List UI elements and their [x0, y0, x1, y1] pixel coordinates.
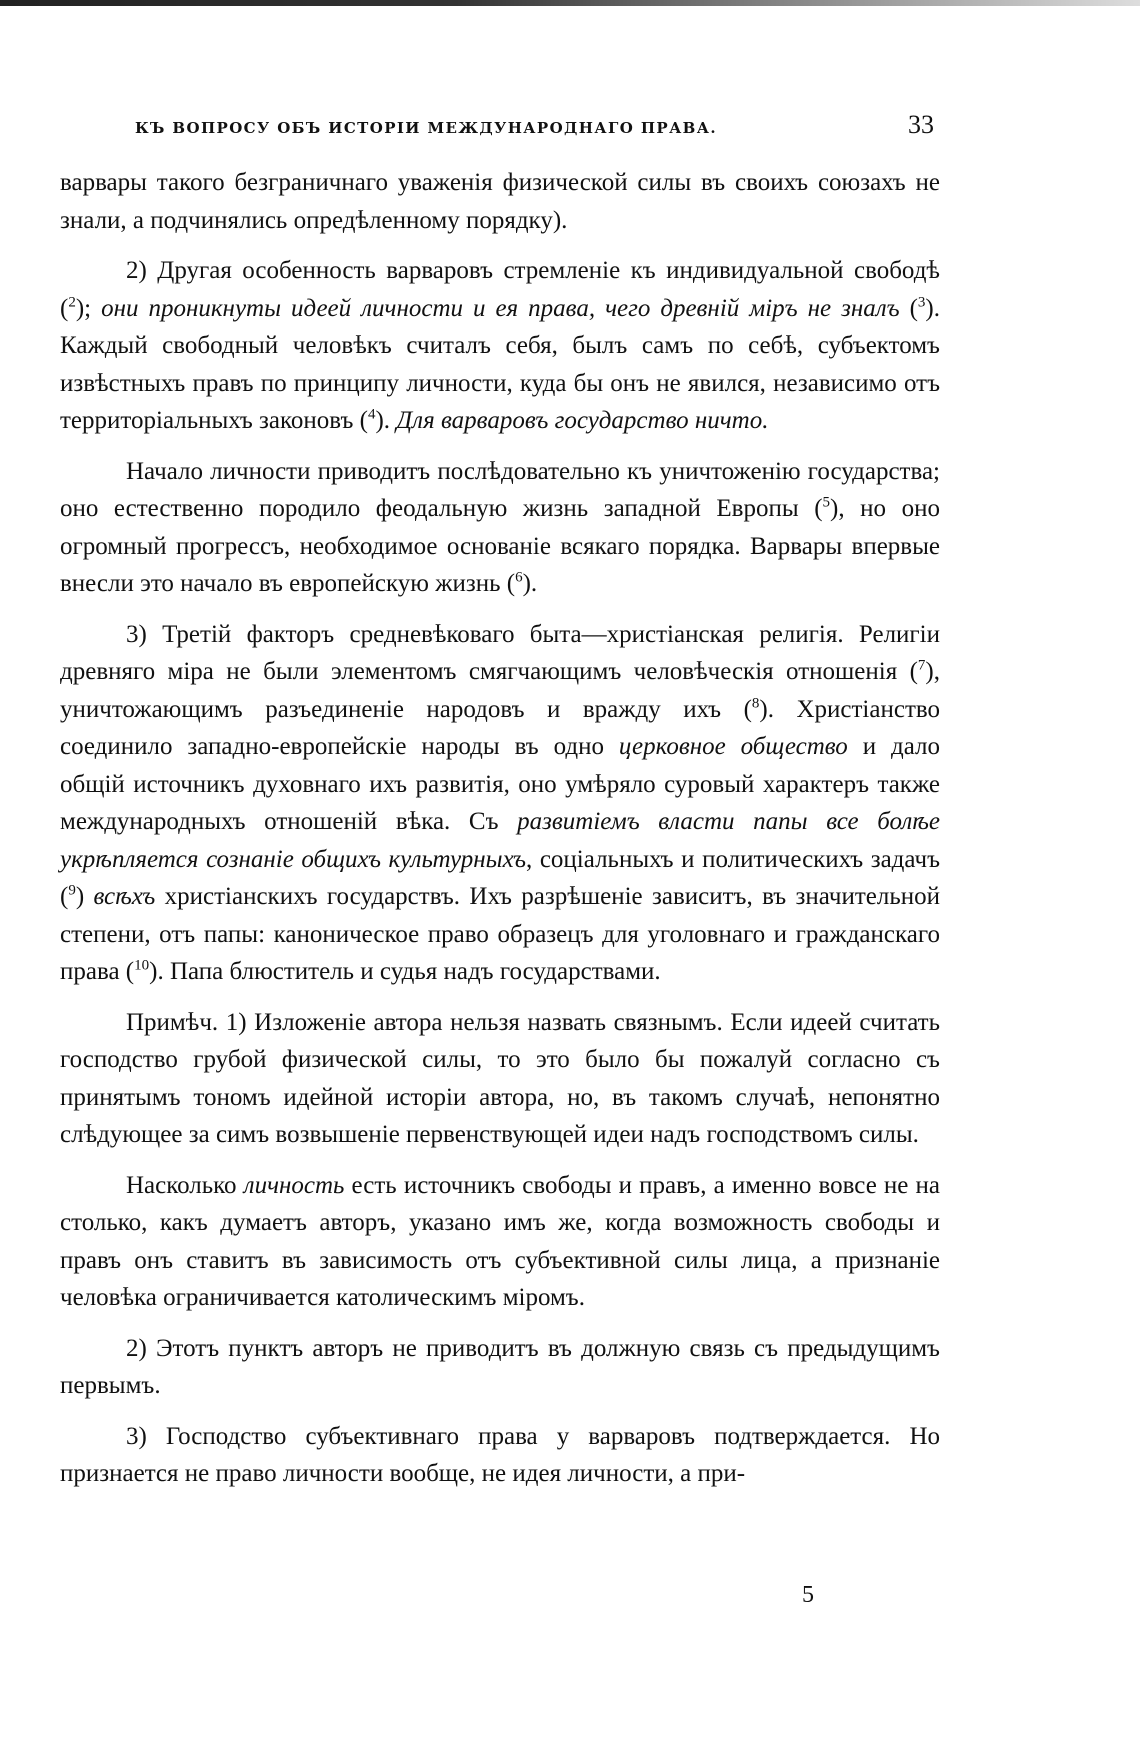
paragraph: Начало личности приводитъ послѣдовательно къ уничтоженію государства; оно естественно породило феодальную жизнь западной Европы ($^5$), но оно огромный прогрессъ, необходимое основаніе всякаго порядка. Варвары впервые внесли это начало въ европейскую жизнь ($^6$). [60, 457, 940, 597]
footnote-ref: 6 [515, 569, 523, 586]
italic-emphasis: Для варваровъ государство ничто. [396, 407, 769, 434]
italic-emphasis: церковное общество [618, 733, 848, 760]
paragraph: 2) Этотъ пунктъ авторъ не приводитъ въ должную связь съ предыдущимъ первымъ. [60, 1334, 940, 1399]
italic-emphasis: они проникнуты идеей личности и ея права, чего древній міръ не зналъ [101, 294, 900, 322]
footnote-ref: 8 [751, 695, 760, 712]
scan-edge-shadow [0, 0, 1140, 6]
paragraph: 2) Другая особенность варваровъ стремленіе къ индивидуальной свободѣ ($^2$); они проникнуты идеей личности и ея права, чего древній міръ не зналъ ($^3$). Каждый свободный человѣкъ считалъ себя, былъ самъ по себѣ, субъектомъ извѣстныхъ правъ по принципу личности, куда бы онъ не явился, независимо отъ территоріальныхъ законовъ ($^4$). Для варваровъ государство ничто. [60, 257, 940, 434]
footnote-ref: 3 [917, 294, 926, 311]
paragraph: Насколько личность есть источникъ свободы и правъ, а именно вовсе не на столько, какъ думаетъ авторъ, указано имъ же, когда возможность свободы и правъ онъ ставитъ въ зависимость отъ субъективной силы лица, а признаніе человѣка ограничивается католическимъ міромъ. [60, 1171, 940, 1311]
footnote-ref: 5 [822, 494, 831, 511]
running-title: КЪ ВОПРОСУ ОБЪ ИСТОРІИ МЕЖДУНАРОДНАГО ПРАВА. [135, 119, 718, 137]
book-page [60, 110, 940, 1506]
italic-emphasis: всѣхъ [93, 883, 156, 910]
signature-mark: 5 [802, 1582, 814, 1608]
footnote-ref: 10 [134, 957, 150, 974]
italic-emphasis: развитіемъ власти папы все болѣе укрѣпляется сознаніе общихъ культурныхъ [60, 808, 941, 873]
footnote-ref: 7 [917, 657, 926, 674]
page-header [60, 110, 940, 146]
paragraph: варвары такого безграничнаго уваженія физической силы въ своихъ союзахъ не знали, а подчинялись опредѣленному порядку). [60, 169, 940, 234]
footnote-ref: 2 [68, 294, 76, 311]
paragraph: 3) Господство субъективнаго права у варваровъ подтверждается. Но признается не право личности вообще, не идея личности, а при- [60, 1422, 940, 1487]
body-text [60, 164, 940, 1493]
paragraph: Примѣч. 1) Изложеніе автора нельзя назвать связнымъ. Если идеей считать господство грубой физической силы, то это было бы пожалуй согласно съ принятымъ тономъ идейной исторіи автора, но, въ такомъ случаѣ, непонятно слѣдующее за симъ возвышеніе первенствующей идеи надъ господствомъ силы. [60, 1008, 940, 1148]
footnote-ref: 9 [68, 882, 76, 899]
italic-emphasis: личность [243, 1171, 345, 1199]
paragraph: 3) Третій факторъ средневѣковаго быта—христіанская религія. Религіи древняго міра не были элементомъ смягчающимъ человѣческія отношенія ($^7$), уничтожающимъ разъединеніе народовъ и вражду ихъ ($^8$). Христіанство соединило западно-европейскіе народы въ одно церковное общество и дало общій источникъ духовнаго ихъ развитія, оно умѣряло суровый характеръ также международныхъ отношеній вѣка. Съ развитіемъ власти папы все болѣе укрѣпляется сознаніе общихъ культурныхъ, соціальныхъ и политическихъ задачъ ($^9$) всѣхъ христіанскихъ государствъ. Ихъ разрѣшеніе зависитъ, въ значительной степени, отъ папы: каноническое право образецъ для уголовнаго и гражданскаго права ($^{10}$). Папа блюститель и судья надъ государствами. [60, 620, 941, 985]
footnote-ref: 4 [367, 406, 376, 423]
page-number: 33 [908, 110, 934, 139]
